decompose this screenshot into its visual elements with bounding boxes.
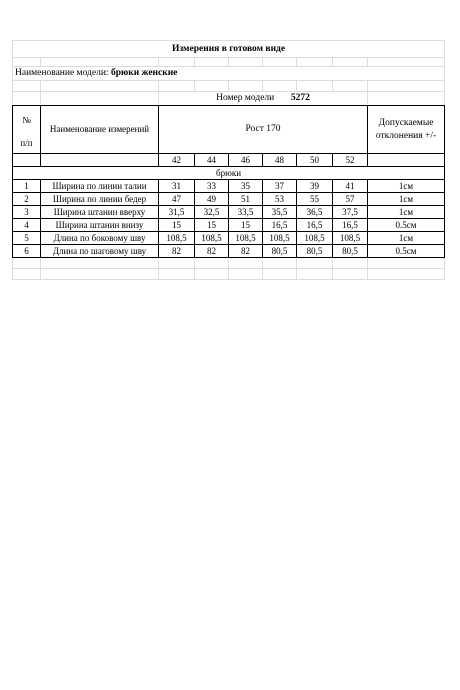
table-row	[13, 206, 445, 219]
tolerance-value: 1см	[368, 180, 445, 193]
model-number-value: 5272	[290, 93, 310, 103]
sizes-row	[13, 154, 445, 167]
row-number: 2	[13, 193, 41, 206]
model-number-label: Номер модели	[216, 93, 275, 103]
measurement-name: Ширина штанин внизу	[41, 219, 159, 232]
number-column-header	[13, 106, 41, 154]
measurement-name: Длина по шаговому шву	[41, 245, 159, 258]
size-cell: 42	[159, 154, 195, 167]
measurement-value: 80,5	[263, 245, 297, 258]
table-row	[13, 232, 445, 245]
tolerance-value: 0.5см	[368, 245, 445, 258]
number-symbol: №	[22, 115, 31, 125]
measurement-value: 15	[195, 219, 229, 232]
table-row	[13, 219, 445, 232]
measurement-value: 39	[297, 180, 333, 193]
measurement-value: 15	[159, 219, 195, 232]
measurement-value: 35,5	[263, 206, 297, 219]
measurement-value: 33,5	[229, 206, 263, 219]
measurement-value: 108,5	[195, 232, 229, 245]
size-cell: 52	[333, 154, 368, 167]
blank-rows	[13, 258, 445, 280]
measurement-value: 82	[229, 245, 263, 258]
measurement-value: 82	[195, 245, 229, 258]
measurement-value: 16,5	[297, 219, 333, 232]
size-cell: 44	[195, 154, 229, 167]
section-label: брюки	[13, 167, 445, 180]
measurement-value: 47	[159, 193, 195, 206]
row-number: 4	[13, 219, 41, 232]
measurement-value: 80,5	[297, 245, 333, 258]
measurement-value: 108,5	[229, 232, 263, 245]
measurement-value: 108,5	[333, 232, 368, 245]
measurement-value: 80,5	[333, 245, 368, 258]
document-title: Измерения в готовом виде	[13, 41, 445, 58]
row-number: 1	[13, 180, 41, 193]
measurement-value: 55	[297, 193, 333, 206]
tolerance-value: 1см	[368, 232, 445, 245]
measurement-value: 33	[195, 180, 229, 193]
tolerance-header: Допускаемые отклонения +/-	[368, 106, 445, 154]
model-name-label: Наименование модели:	[15, 68, 109, 78]
measurement-value: 108,5	[297, 232, 333, 245]
measurement-value: 37	[263, 180, 297, 193]
row-number: 5	[13, 232, 41, 245]
measurement-value: 36,5	[297, 206, 333, 219]
measurement-value: 31	[159, 180, 195, 193]
table-row	[13, 245, 445, 258]
measurement-value: 53	[263, 193, 297, 206]
tolerance-value: 0.5см	[368, 219, 445, 232]
measurement-value: 49	[195, 193, 229, 206]
measurement-name: Ширина по линии талии	[41, 180, 159, 193]
tolerance-value: 1см	[368, 193, 445, 206]
table-row	[13, 193, 445, 206]
model-name-line	[13, 67, 445, 81]
measurement-value: 108,5	[263, 232, 297, 245]
height-header: Рост 170	[159, 106, 368, 154]
measurement-value: 32,5	[195, 206, 229, 219]
row-number: 6	[13, 245, 41, 258]
measurement-value: 31,5	[159, 206, 195, 219]
measurement-name: Длина по боковому шву	[41, 232, 159, 245]
measurement-value: 57	[333, 193, 368, 206]
model-number-line	[159, 92, 368, 106]
measurement-value: 82	[159, 245, 195, 258]
size-cell: 46	[229, 154, 263, 167]
measurement-name-header: Наименование измерений	[41, 106, 159, 154]
measurement-value: 16,5	[333, 219, 368, 232]
measurement-value: 15	[229, 219, 263, 232]
measurement-value: 35	[229, 180, 263, 193]
measurement-name: Ширина по линии бедер	[41, 193, 159, 206]
size-cell: 48	[263, 154, 297, 167]
number-abbrev: п/п	[20, 138, 33, 148]
tolerance-value: 1см	[368, 206, 445, 219]
table-row	[13, 180, 445, 193]
measurement-name: Ширина штанин вверху	[41, 206, 159, 219]
measurement-value: 108,5	[159, 232, 195, 245]
row-number: 3	[13, 206, 41, 219]
measurement-value: 41	[333, 180, 368, 193]
size-cell: 50	[297, 154, 333, 167]
measurements-table	[12, 40, 445, 280]
measurement-value: 51	[229, 193, 263, 206]
measurement-value: 37,5	[333, 206, 368, 219]
measurement-value: 16,5	[263, 219, 297, 232]
model-name-value: брюки женские	[110, 68, 178, 78]
measurement-rows	[13, 180, 445, 258]
